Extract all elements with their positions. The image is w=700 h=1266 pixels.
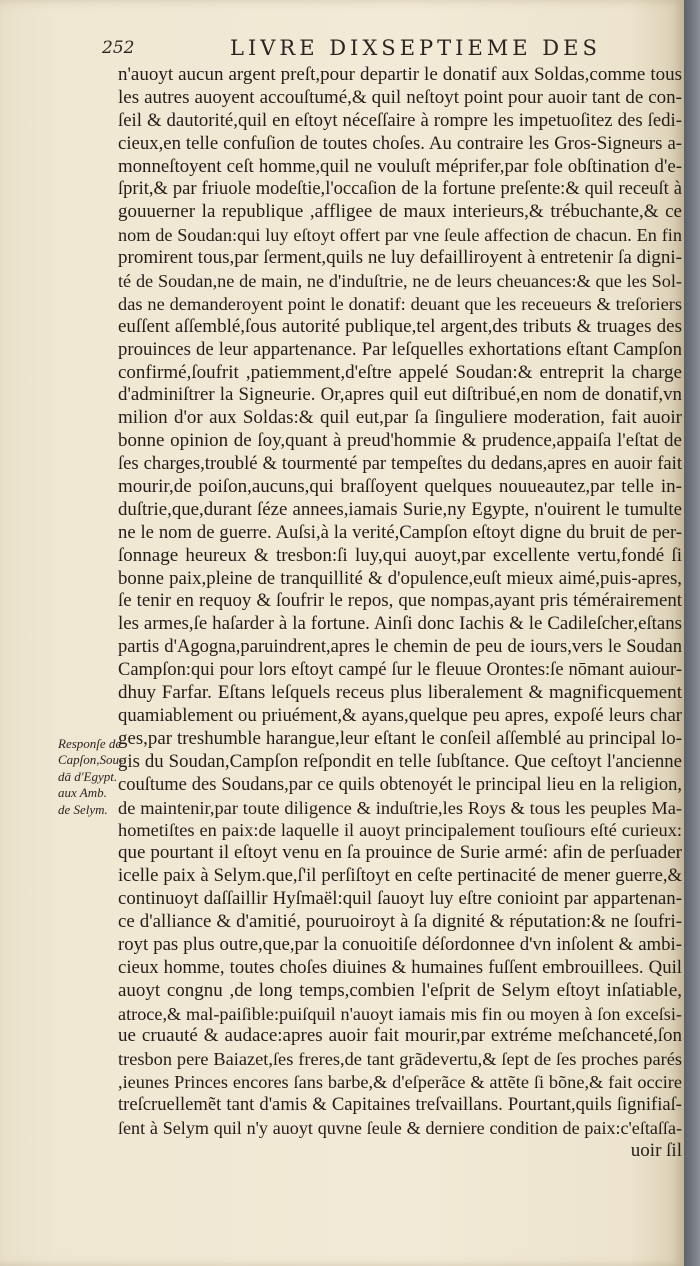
text-line: n'auoyt aucun argent preſt,pour departir le donatif aux Soldas,comme tous bbox=[118, 64, 682, 85]
text-line: nom de Soudan:qui luy eſtoyt offert par vne ſeule affection de chacun. En fin bbox=[118, 225, 682, 246]
text-line: les armes,ſe haſarder à la fortune. Ainſi donc Iachis & le Cadileſcher,eſtans bbox=[118, 613, 682, 635]
text-line: promirent tous,par ſerment,quils ne luy defailliroyent à entretenir ſa digni- bbox=[118, 247, 682, 269]
text-line: ſes charges,troublé & tourmenté par tempeſtes du dedans,apres en auoir fait bbox=[118, 453, 682, 475]
margin-note-line: dā d'Egypt. bbox=[58, 768, 118, 784]
text-line: tresbon pere Baiazet,ſes freres,de tant grãdevertu,& ſept de ſes proches parés bbox=[118, 1049, 682, 1070]
text-line: cieux homme, toutes choſes diuines & humaines fuſſent embrouillees. Quil bbox=[118, 956, 682, 978]
text-line: ce d'alliance & d'amitié, pouruoiroyt à ſa dignité & réputation:& ne ſoufri- bbox=[118, 910, 682, 932]
text-line: ges,par treshumble harangue,leur eſtant le conſeil aſſemblé au principal lo- bbox=[118, 727, 682, 749]
text-line: ſprit,& par friuole modeſtie,l'occaſion de la fortune preſente:& quil receuſt à bbox=[118, 178, 682, 200]
text-line: gouuerner la republique ,affligee de maux interieurs,& trébuchante,& ce bbox=[118, 201, 682, 223]
running-head bbox=[94, 38, 654, 64]
text-line: continuoyt daſſaillir Hyſmaël:quil ſauoyt luy eſtre conioint par appartenan- bbox=[118, 888, 682, 910]
text-line: d'adminiſtrer la Signeurie. Or,apres quil eut diſtribué,en nom de donatif,vn bbox=[118, 384, 682, 406]
page-number: 252 bbox=[102, 38, 135, 58]
text-line: ſent à Selym quil n'y auoyt quvne ſeule & derniere condition de paix:c'eſtaſſa- bbox=[118, 1117, 682, 1138]
margin-note-line: Responſe de bbox=[58, 736, 122, 751]
text-line: ue cruauté & audace:apres auoir fait mourir,par extréme meſchanceté,ſon bbox=[118, 1025, 682, 1047]
text-line: icelle paix à Selym.que,ſ'il perſiſtoyt en ceſte pertinacité de mener guerre,& bbox=[118, 865, 682, 887]
text-line: euſſent aſſemblé,ſous autorité publique,tel argent,des tributs & truages des bbox=[118, 315, 682, 337]
text-line: duſtrie,que,durant ſéze annees,iamais Surie,ny Egypte, n'ouirent le tumulte bbox=[118, 498, 682, 520]
text-line: que pourtant il eſtoyt venu en ſa prouince de Surie armé: afin de perſuader bbox=[118, 842, 682, 864]
page-edge bbox=[684, 0, 700, 1266]
text-line: ſonnage heureux & tresbon:ſi luy,qui auoyt,par excellente vertu,fondé ſi bbox=[118, 544, 682, 566]
text-line: atroce,& mal-paiſible:puiſquil n'auoyt iamais mis fin ou moyen à ſon exceſsi- bbox=[118, 1003, 682, 1024]
main-text-block bbox=[118, 64, 682, 1163]
text-line: ,ieunes Princes encores ſans barbe,& d'eſperãce & attẽte ſi bõne,& fait occire bbox=[118, 1072, 682, 1093]
text-line: milion d'or aux Soldas:& quil eut,par ſa ſinguliere moderation, fait auoir bbox=[118, 407, 682, 429]
text-line: té de Soudan,ne de main, ne d'induſtrie, ne de leurs cheuances:& que les Sol- bbox=[118, 271, 682, 292]
text-line: Campſon:qui pour lors eſtoyt campé ſur le fleuue Orontes:ſe nōmant auiour- bbox=[118, 660, 682, 681]
text-line: partis d'Agogna,paruindrent,apres le chemin de peu de iours,vers le Soudan bbox=[118, 636, 682, 658]
text-line: gis du Soudan,Campſon reſpondit en telle ſubſtance. Que ceſtoyt l'ancienne bbox=[118, 750, 682, 772]
text-line: les autres auoyent accouſtumé,& quil neſtoyt point pour auoir tant de con- bbox=[118, 86, 682, 108]
text-line: royt pas plus outre,que,par la conuoitiſe déſordonnee d'vn inſolent & ambi- bbox=[118, 933, 682, 955]
text-line: ſeil & dautorité,quil en eſtoyt néceſſaire à rompre les impetuoſitez des ſedi- bbox=[118, 109, 682, 131]
text-line: bonne paix,pleine de tranquillité & d'opulence,euſt mieux aimé,puis-apres, bbox=[118, 567, 682, 589]
margin-note-line: aux Amb. bbox=[58, 785, 107, 801]
text-line: monneſtoyent ceſt homme,quil ne vouluſt méprifer,par fole obſtination d'e- bbox=[118, 155, 682, 177]
text-line: hometiſtes en paix:de laquelle il auoyt principalement touſiours eſté curieux: bbox=[118, 820, 682, 841]
text-line: das ne demanderoyent point le donatif: deuant que les receueurs & treſoriers bbox=[118, 293, 682, 314]
text-line: confirmé,ſoufrit ,patiemment,d'eſtre appelé Soudan:& entreprit la charge bbox=[118, 361, 682, 383]
text-line: dhuy Farfar. Eſtans leſquels receus plus liberalement & magnificquement bbox=[118, 682, 682, 704]
text-line: de maintenir,par toute diligence & induſtrie,les Roys & tous les peuples Ma- bbox=[118, 797, 682, 818]
text-line: mourir,de poiſon,aucuns,qui braſſoyent quelques nouueautez,par telle in- bbox=[118, 476, 682, 498]
text-line: couſtume des Soudans,par ce quils obtenoyét le principal lieu en la religion, bbox=[118, 773, 682, 795]
margin-note-line: Capſon,Sou- bbox=[58, 752, 124, 768]
text-line: ne le nom de guerre. Auſsi,à la verité,Campſon eſtoyt digne du bruit de per- bbox=[118, 521, 682, 543]
running-title: LIVRE DIXSEPTIEME DES bbox=[230, 36, 601, 60]
text-line: ſe tenir en requoy & ſoufrir le repos, que nompas,ayant pris témérairement bbox=[118, 590, 682, 612]
margin-note bbox=[58, 736, 124, 818]
margin-note-line: de Selym. bbox=[58, 801, 108, 817]
text-line: treſcruellemẽt tant d'amis & Capitaines treſvaillans. Pourtant,quils ſignifiaſ- bbox=[118, 1094, 682, 1116]
text-line: auoyt congnu ,de long temps,combien l'eſprit de Selym eſtoyt inſatiable, bbox=[118, 979, 682, 1001]
text-line: cieux,en telle confuſion de toutes choſes. Au contraire les Gros-Signeurs a- bbox=[118, 132, 682, 154]
text-line: bonne opinion de ſoy,quant à preud'hommie & prudence,appaiſa l'eſtat de bbox=[118, 430, 682, 452]
text-line: prouinces de leur appartenance. Par leſquelles exhortations eſtant Campſon bbox=[118, 338, 682, 360]
text-line: uoir ſil bbox=[630, 1139, 682, 1161]
text-line: quamiablement ou priuément,& ayans,quelque peu apres, expoſé leurs char bbox=[118, 704, 682, 726]
